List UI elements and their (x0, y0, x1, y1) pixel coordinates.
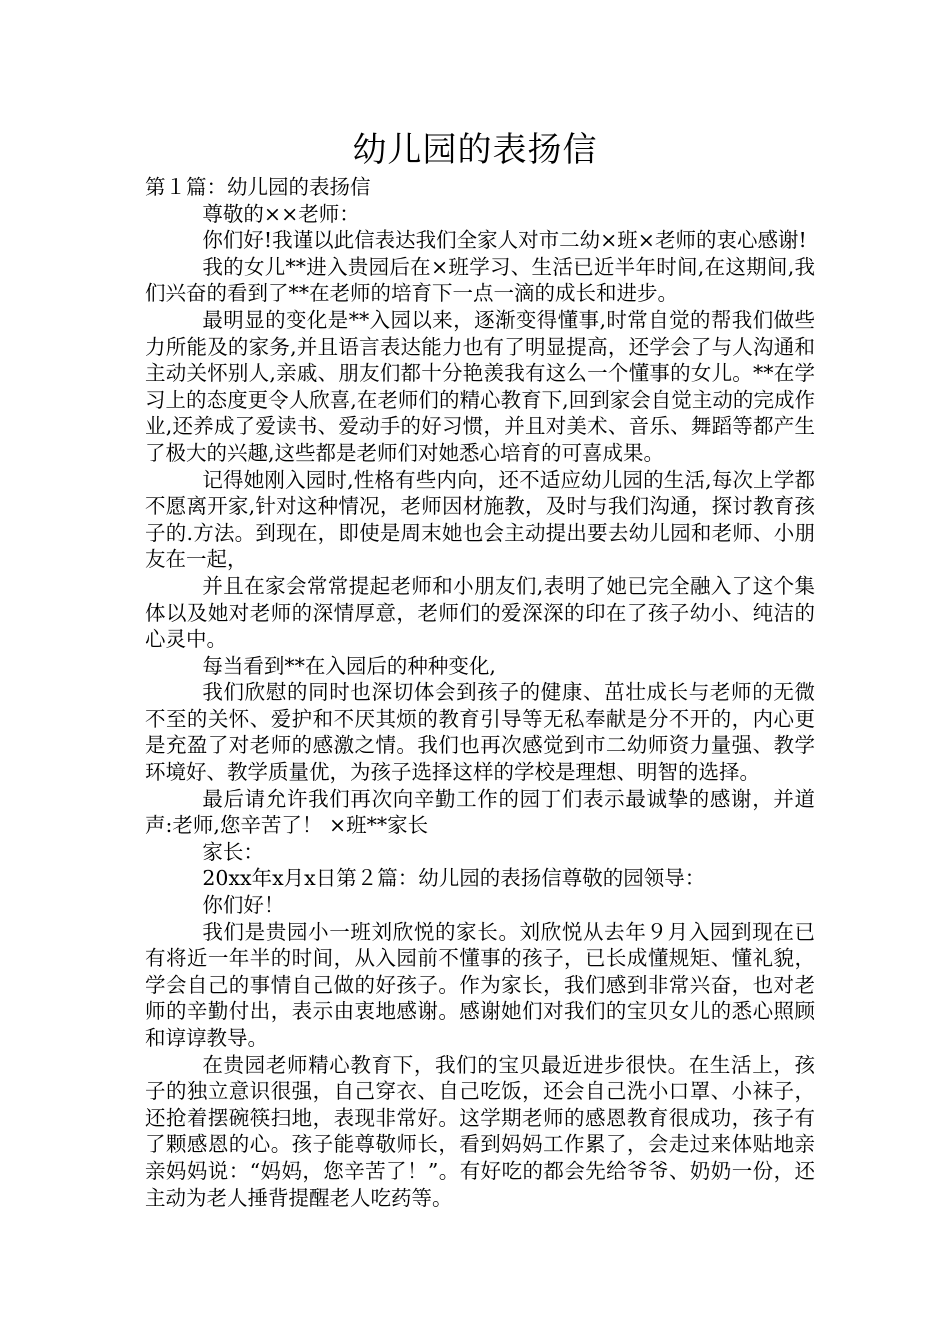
paragraph: 最后请允许我们再次向辛勤工作的园丁们表示最诚挚的感谢，并道声:老师,您辛苦了！ ×班**家长 (145, 786, 815, 838)
paragraph: 在贵园老师精心教育下，我们的宝贝最近进步很快。在生活上，孩子的独立意识很强，自己穿衣、自己吃饭，还会自己洗小口罩、小袜子，还抢着摆碗筷扫地，表现非常好。这学期老师的感恩教育很成功，孩子有了颗感恩的心。孩子能尊敬师长，看到妈妈工作累了，会走过来体贴地亲亲妈妈说：“妈妈，您辛苦了！”。有好吃的都会先给爷爷、奶奶一份，还主动为老人捶背提醒老人吃药等。 (145, 1052, 815, 1210)
paragraph: 第１篇：幼儿园的表扬信 (145, 175, 371, 199)
document-body (145, 174, 815, 1211)
paragraph: 家长： (202, 839, 264, 864)
paragraph: 尊敬的××老师： (202, 201, 360, 226)
paragraph: 最明显的变化是**入园以来，逐渐变得懂事,时常自觉的帮我们做些力所能及的家务,并且语言表达能力也有了明显提高，还学会了与人沟通和主动关怀别人,亲戚、朋友们都十分艳羡我有这么一个懂事的女儿。**在学习上的态度更令人欣喜,在老师们的精心教育下,回到家会自觉主动的完成作业,还养成了爱读书、爱动手的好习惯，并且对美术、音乐、舞蹈等都产生了极大的兴趣,这些都是老师们对她悉心培育的可喜成果。 (145, 307, 815, 465)
paragraph: 记得她刚入园时,性格有些内向，还不适应幼儿园的生活,每次上学都不愿离开家,针对这种情况，老师因材施教，及时与我们沟通，探讨教育孩子的.方法。到现在，即使是周末她也会主动提出要去幼儿园和老师、小朋友在一起， (145, 467, 815, 572)
paragraph: 20xx年x月x日第２篇：幼儿园的表扬信尊敬的园领导： (202, 866, 706, 891)
paragraph: 我们是贵园小一班刘欣悦的家长。刘欣悦从去年９月入园到现在已有将近一年半的时间，从入园前不懂事的孩子，已长成懂规矩、懂礼貌，学会自己的事情自己做的好孩子。作为家长，我们感到非常兴奋，也对老师的辛勤付出，表示由衷地感谢。感谢她们对我们的宝贝女儿的悉心照顾和谆谆教导。 (145, 919, 815, 1050)
paragraph: 我们欣慰的同时也深切体会到孩子的健康、茁壮成长与老师的无微不至的关怀、爱护和不厌其烦的教育引导等无私奉献是分不开的，内心更是充盈了对老师的感激之情。我们也再次感觉到市二幼师资力量强、教学环境好、教学质量优，为孩子选择这样的学校是理想、明智的选择。 (145, 680, 815, 785)
document-title: 幼儿园的表扬信 (352, 130, 598, 170)
paragraph: 每当看到**在入园后的种种变化, (202, 653, 496, 678)
paragraph: 你们好!我谨以此信表达我们全家人对市二幼×班×老师的衷心感谢! (202, 228, 807, 253)
paragraph: 并且在家会常常提起老师和小朋友们,表明了她已完全融入了这个集体以及她对老师的深情厚意，老师们的爱深深的印在了孩子幼小、纯洁的心灵中。 (145, 573, 815, 652)
paragraph: 我的女儿**进入贵园后在×班学习、生活已近半年时间,在这期间,我们兴奋的看到了**在老师的培育下一点一滴的成长和进步。 (145, 254, 815, 306)
paragraph: 你们好！ (202, 893, 285, 918)
